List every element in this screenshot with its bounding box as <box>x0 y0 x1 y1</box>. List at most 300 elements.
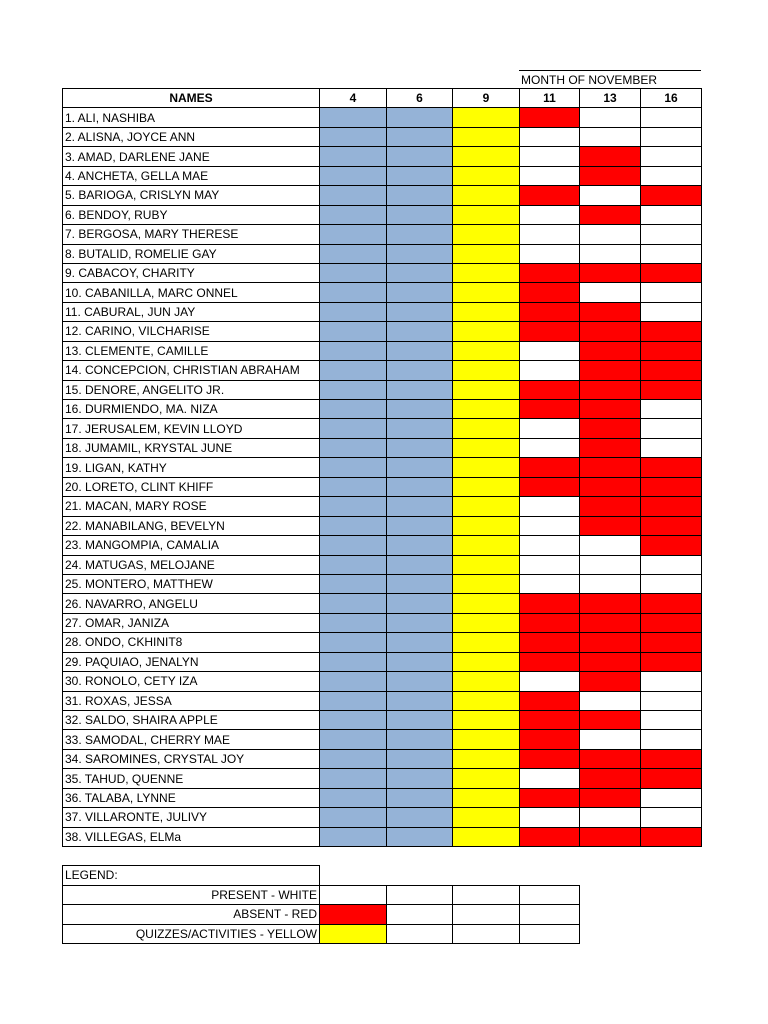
attendance-cell <box>520 283 580 302</box>
student-name: 27. OMAR, JANIZA <box>63 613 320 632</box>
attendance-cell <box>320 283 387 302</box>
attendance-cell <box>387 108 453 127</box>
student-name: 16. DURMIENDO, MA. NIZA <box>63 400 320 419</box>
attendance-cell <box>387 147 453 166</box>
attendance-cell <box>641 574 702 593</box>
attendance-cell <box>641 302 702 321</box>
attendance-cell <box>580 808 641 827</box>
attendance-cell <box>387 633 453 652</box>
attendance-cell <box>520 186 580 205</box>
attendance-cell <box>320 400 387 419</box>
student-row <box>63 186 702 205</box>
attendance-cell <box>453 186 520 205</box>
attendance-cell <box>453 749 520 768</box>
attendance-cell <box>520 205 580 224</box>
student-name: 26. NAVARRO, ANGELU <box>63 594 320 613</box>
legend-swatch <box>320 924 387 944</box>
attendance-cell <box>520 827 580 846</box>
attendance-cell <box>580 419 641 438</box>
attendance-cell <box>320 536 387 555</box>
student-row <box>63 341 702 360</box>
attendance-cell <box>387 458 453 477</box>
student-row <box>63 574 702 593</box>
student-row <box>63 497 702 516</box>
attendance-cell <box>453 672 520 691</box>
attendance-cell <box>520 438 580 457</box>
attendance-cell <box>520 147 580 166</box>
attendance-cell <box>387 127 453 146</box>
attendance-cell <box>320 769 387 788</box>
attendance-cell <box>580 536 641 555</box>
attendance-cell <box>641 108 702 127</box>
attendance-cell <box>320 263 387 282</box>
attendance-cell <box>387 419 453 438</box>
attendance-cell <box>453 536 520 555</box>
attendance-cell <box>641 283 702 302</box>
attendance-cell <box>580 516 641 535</box>
attendance-cell <box>387 652 453 671</box>
header-row <box>63 89 702 108</box>
attendance-cell <box>387 769 453 788</box>
attendance-cell <box>580 652 641 671</box>
student-row <box>63 419 702 438</box>
student-row <box>63 244 702 263</box>
attendance-cell <box>453 244 520 263</box>
student-row <box>63 438 702 457</box>
attendance-cell <box>580 788 641 807</box>
attendance-cell <box>387 711 453 730</box>
attendance-cell <box>580 186 641 205</box>
student-row <box>63 302 702 321</box>
attendance-cell <box>453 613 520 632</box>
day-header: 16 <box>641 89 702 108</box>
attendance-cell <box>520 477 580 496</box>
attendance-cell <box>641 244 702 263</box>
student-row <box>63 127 702 146</box>
legend-empty-cell <box>453 924 520 944</box>
attendance-cell <box>320 361 387 380</box>
attendance-cell <box>387 477 453 496</box>
attendance-cell <box>387 166 453 185</box>
attendance-cell <box>387 516 453 535</box>
student-name: 1. ALI, NASHIBA <box>63 108 320 127</box>
student-name: 33. SAMODAL, CHERRY MAE <box>63 730 320 749</box>
student-name: 7. BERGOSA, MARY THERESE <box>63 225 320 244</box>
student-name: 38. VILLEGAS, ELMa <box>63 827 320 846</box>
student-row <box>63 263 702 282</box>
attendance-cell <box>520 380 580 399</box>
student-row <box>63 477 702 496</box>
student-name: 17. JERUSALEM, KEVIN LLOYD <box>63 419 320 438</box>
attendance-cell <box>520 302 580 321</box>
student-name: 25. MONTERO, MATTHEW <box>63 574 320 593</box>
student-row <box>63 458 702 477</box>
attendance-cell <box>580 361 641 380</box>
attendance-cell <box>580 244 641 263</box>
attendance-cell <box>320 613 387 632</box>
legend-empty-cell <box>453 905 520 925</box>
day-header: 11 <box>520 89 580 108</box>
attendance-cell <box>453 730 520 749</box>
attendance-cell <box>641 594 702 613</box>
attendance-cell <box>320 788 387 807</box>
attendance-cell <box>453 808 520 827</box>
attendance-cell <box>453 419 520 438</box>
attendance-cell <box>520 594 580 613</box>
attendance-cell <box>387 322 453 341</box>
attendance-cell <box>641 730 702 749</box>
attendance-cell <box>387 808 453 827</box>
attendance-cell <box>453 302 520 321</box>
legend-title-row <box>63 866 580 886</box>
attendance-cell <box>320 516 387 535</box>
attendance-cell <box>580 633 641 652</box>
attendance-cell <box>520 808 580 827</box>
attendance-cell <box>520 400 580 419</box>
attendance-cell <box>641 322 702 341</box>
student-name: 18. JUMAMIL, KRYSTAL JUNE <box>63 438 320 457</box>
attendance-cell <box>520 225 580 244</box>
attendance-cell <box>387 613 453 632</box>
student-name: 9. CABACOY, CHARITY <box>63 263 320 282</box>
attendance-cell <box>387 730 453 749</box>
attendance-cell <box>641 808 702 827</box>
attendance-cell <box>580 711 641 730</box>
attendance-cell <box>320 186 387 205</box>
student-row <box>63 322 702 341</box>
attendance-cell <box>641 749 702 768</box>
attendance-cell <box>580 302 641 321</box>
student-row <box>63 147 702 166</box>
day-header: 6 <box>387 89 453 108</box>
attendance-cell <box>641 361 702 380</box>
student-name: 14. CONCEPCION, CHRISTIAN ABRAHAM <box>63 361 320 380</box>
attendance-cell <box>641 827 702 846</box>
attendance-cell <box>641 225 702 244</box>
attendance-cell <box>453 322 520 341</box>
student-row <box>63 788 702 807</box>
attendance-cell <box>453 594 520 613</box>
attendance-cell <box>580 380 641 399</box>
student-row <box>63 613 702 632</box>
attendance-cell <box>453 438 520 457</box>
attendance-cell <box>453 361 520 380</box>
student-name: 6. BENDOY, RUBY <box>63 205 320 224</box>
attendance-cell <box>387 749 453 768</box>
student-row <box>63 361 702 380</box>
attendance-cell <box>453 788 520 807</box>
student-row <box>63 516 702 535</box>
student-row <box>63 711 702 730</box>
attendance-cell <box>641 788 702 807</box>
attendance-cell <box>453 166 520 185</box>
student-name: 31. ROXAS, JESSA <box>63 691 320 710</box>
attendance-cell <box>580 225 641 244</box>
student-name: 11. CABURAL, JUN JAY <box>63 302 320 321</box>
attendance-cell <box>320 730 387 749</box>
attendance-cell <box>580 283 641 302</box>
student-name: 3. AMAD, DARLENE JANE <box>63 147 320 166</box>
student-row <box>63 730 702 749</box>
student-name: 15. DENORE, ANGELITO JR. <box>63 380 320 399</box>
attendance-cell <box>641 691 702 710</box>
attendance-cell <box>320 166 387 185</box>
attendance-cell <box>387 380 453 399</box>
student-name: 2. ALISNA, JOYCE ANN <box>63 127 320 146</box>
student-row <box>63 225 702 244</box>
student-row <box>63 400 702 419</box>
student-row <box>63 205 702 224</box>
attendance-cell <box>387 225 453 244</box>
student-name: 29. PAQUIAO, JENALYN <box>63 652 320 671</box>
student-name: 10. CABANILLA, MARC ONNEL <box>63 283 320 302</box>
attendance-cell <box>320 302 387 321</box>
attendance-cell <box>580 400 641 419</box>
attendance-cell <box>320 147 387 166</box>
attendance-cell <box>580 691 641 710</box>
student-name: 23. MANGOMPIA, CAMALIA <box>63 536 320 555</box>
attendance-cell <box>387 186 453 205</box>
student-name: 13. CLEMENTE, CAMILLE <box>63 341 320 360</box>
attendance-cell <box>580 108 641 127</box>
legend-swatch <box>320 885 387 905</box>
legend-empty-cell <box>387 924 453 944</box>
attendance-cell <box>520 244 580 263</box>
attendance-cell <box>320 555 387 574</box>
student-row <box>63 769 702 788</box>
legend-empty-cell <box>387 885 453 905</box>
student-name: 30. RONOLO, CETY IZA <box>63 672 320 691</box>
attendance-cell <box>453 827 520 846</box>
attendance-cell <box>520 574 580 593</box>
attendance-cell <box>387 438 453 457</box>
attendance-cell <box>580 458 641 477</box>
attendance-cell <box>453 497 520 516</box>
attendance-cell <box>520 749 580 768</box>
attendance-cell <box>520 536 580 555</box>
attendance-cell <box>320 225 387 244</box>
attendance-cell <box>580 827 641 846</box>
attendance-cell <box>641 147 702 166</box>
attendance-cell <box>320 691 387 710</box>
attendance-cell <box>580 497 641 516</box>
names-header: NAMES <box>63 89 320 108</box>
student-row <box>63 691 702 710</box>
attendance-cell <box>520 166 580 185</box>
attendance-cell <box>320 108 387 127</box>
day-header: 4 <box>320 89 387 108</box>
attendance-cell <box>320 127 387 146</box>
attendance-cell <box>520 341 580 360</box>
attendance-cell <box>580 730 641 749</box>
attendance-cell <box>387 594 453 613</box>
legend-empty-cell <box>520 885 580 905</box>
attendance-cell <box>580 127 641 146</box>
attendance-cell <box>453 400 520 419</box>
attendance-cell <box>520 108 580 127</box>
attendance-cell <box>453 283 520 302</box>
attendance-cell <box>641 497 702 516</box>
student-row <box>63 555 702 574</box>
attendance-cell <box>320 749 387 768</box>
attendance-cell <box>520 769 580 788</box>
student-row <box>63 594 702 613</box>
attendance-cell <box>580 749 641 768</box>
student-row <box>63 283 702 302</box>
attendance-cell <box>580 322 641 341</box>
attendance-cell <box>320 711 387 730</box>
attendance-cell <box>520 263 580 282</box>
attendance-cell <box>641 400 702 419</box>
attendance-cell <box>320 808 387 827</box>
attendance-cell <box>641 652 702 671</box>
attendance-cell <box>320 477 387 496</box>
attendance-cell <box>320 244 387 263</box>
attendance-cell <box>453 574 520 593</box>
attendance-cell <box>387 497 453 516</box>
day-header: 13 <box>580 89 641 108</box>
student-row <box>63 827 702 846</box>
attendance-cell <box>387 361 453 380</box>
attendance-cell <box>520 127 580 146</box>
attendance-cell <box>641 536 702 555</box>
attendance-cell <box>520 730 580 749</box>
attendance-cell <box>580 613 641 632</box>
attendance-cell <box>641 419 702 438</box>
student-name: 22. MANABILANG, BEVELYN <box>63 516 320 535</box>
student-name: 32. SALDO, SHAIRA APPLE <box>63 711 320 730</box>
attendance-cell <box>520 497 580 516</box>
attendance-cell <box>520 613 580 632</box>
legend-label: ABSENT - RED <box>63 905 320 925</box>
attendance-cell <box>580 147 641 166</box>
student-name: 35. TAHUD, QUENNE <box>63 769 320 788</box>
attendance-cell <box>320 341 387 360</box>
attendance-cell <box>520 711 580 730</box>
attendance-cell <box>320 205 387 224</box>
attendance-cell <box>641 341 702 360</box>
student-row <box>63 380 702 399</box>
attendance-cell <box>641 458 702 477</box>
student-name: 21. MACAN, MARY ROSE <box>63 497 320 516</box>
attendance-cell <box>453 458 520 477</box>
student-row <box>63 166 702 185</box>
attendance-cell <box>387 244 453 263</box>
student-row <box>63 749 702 768</box>
attendance-cell <box>387 555 453 574</box>
student-name: 8. BUTALID, ROMELIE GAY <box>63 244 320 263</box>
student-row <box>63 808 702 827</box>
attendance-cell <box>641 127 702 146</box>
attendance-cell <box>641 186 702 205</box>
legend-swatch <box>320 905 387 925</box>
attendance-cell <box>580 574 641 593</box>
attendance-cell <box>580 438 641 457</box>
attendance-cell <box>387 672 453 691</box>
attendance-cell <box>453 769 520 788</box>
student-name: 20. LORETO, CLINT KHIFF <box>63 477 320 496</box>
attendance-cell <box>387 691 453 710</box>
attendance-cell <box>580 205 641 224</box>
student-row <box>63 652 702 671</box>
attendance-cell <box>520 516 580 535</box>
attendance-cell <box>320 672 387 691</box>
attendance-cell <box>453 555 520 574</box>
attendance-table <box>62 88 702 847</box>
attendance-cell <box>453 633 520 652</box>
attendance-cell <box>520 555 580 574</box>
attendance-cell <box>580 672 641 691</box>
attendance-cell <box>641 166 702 185</box>
legend-empty-cell <box>453 885 520 905</box>
attendance-cell <box>641 380 702 399</box>
attendance-cell <box>520 322 580 341</box>
attendance-cell <box>453 263 520 282</box>
attendance-cell <box>387 205 453 224</box>
student-name: 19. LIGAN, KATHY <box>63 458 320 477</box>
attendance-cell <box>453 711 520 730</box>
attendance-cell <box>641 613 702 632</box>
attendance-cell <box>453 225 520 244</box>
attendance-cell <box>580 594 641 613</box>
attendance-cell <box>453 108 520 127</box>
attendance-cell <box>453 652 520 671</box>
attendance-cell <box>641 633 702 652</box>
attendance-cell <box>641 205 702 224</box>
attendance-cell <box>520 672 580 691</box>
attendance-cell <box>580 166 641 185</box>
legend-table <box>62 865 580 944</box>
legend-row <box>63 885 580 905</box>
student-name: 12. CARINO, VILCHARISE <box>63 322 320 341</box>
attendance-cell <box>520 691 580 710</box>
attendance-cell <box>641 516 702 535</box>
student-row <box>63 633 702 652</box>
attendance-cell <box>387 283 453 302</box>
attendance-cell <box>320 458 387 477</box>
attendance-cell <box>580 263 641 282</box>
student-name: 24. MATUGAS, MELOJANE <box>63 555 320 574</box>
attendance-cell <box>453 380 520 399</box>
attendance-cell <box>387 400 453 419</box>
attendance-cell <box>641 711 702 730</box>
student-name: 37. VILLARONTE, JULIVY <box>63 808 320 827</box>
attendance-cell <box>387 263 453 282</box>
attendance-cell <box>320 827 387 846</box>
student-row <box>63 672 702 691</box>
attendance-cell <box>580 555 641 574</box>
attendance-cell <box>453 127 520 146</box>
attendance-cell <box>453 205 520 224</box>
attendance-cell <box>641 263 702 282</box>
student-row <box>63 536 702 555</box>
legend-label: PRESENT - WHITE <box>63 885 320 905</box>
legend-label: QUIZZES/ACTIVITIES - YELLOW <box>63 924 320 944</box>
attendance-cell <box>453 341 520 360</box>
attendance-cell <box>520 633 580 652</box>
attendance-cell <box>387 536 453 555</box>
legend-row <box>63 905 580 925</box>
attendance-cell <box>320 380 387 399</box>
attendance-cell <box>387 827 453 846</box>
day-header: 9 <box>453 89 520 108</box>
attendance-cell <box>520 652 580 671</box>
attendance-cell <box>520 361 580 380</box>
attendance-cell <box>320 574 387 593</box>
student-row <box>63 108 702 127</box>
legend-empty-cell <box>387 905 453 925</box>
attendance-cell <box>641 555 702 574</box>
